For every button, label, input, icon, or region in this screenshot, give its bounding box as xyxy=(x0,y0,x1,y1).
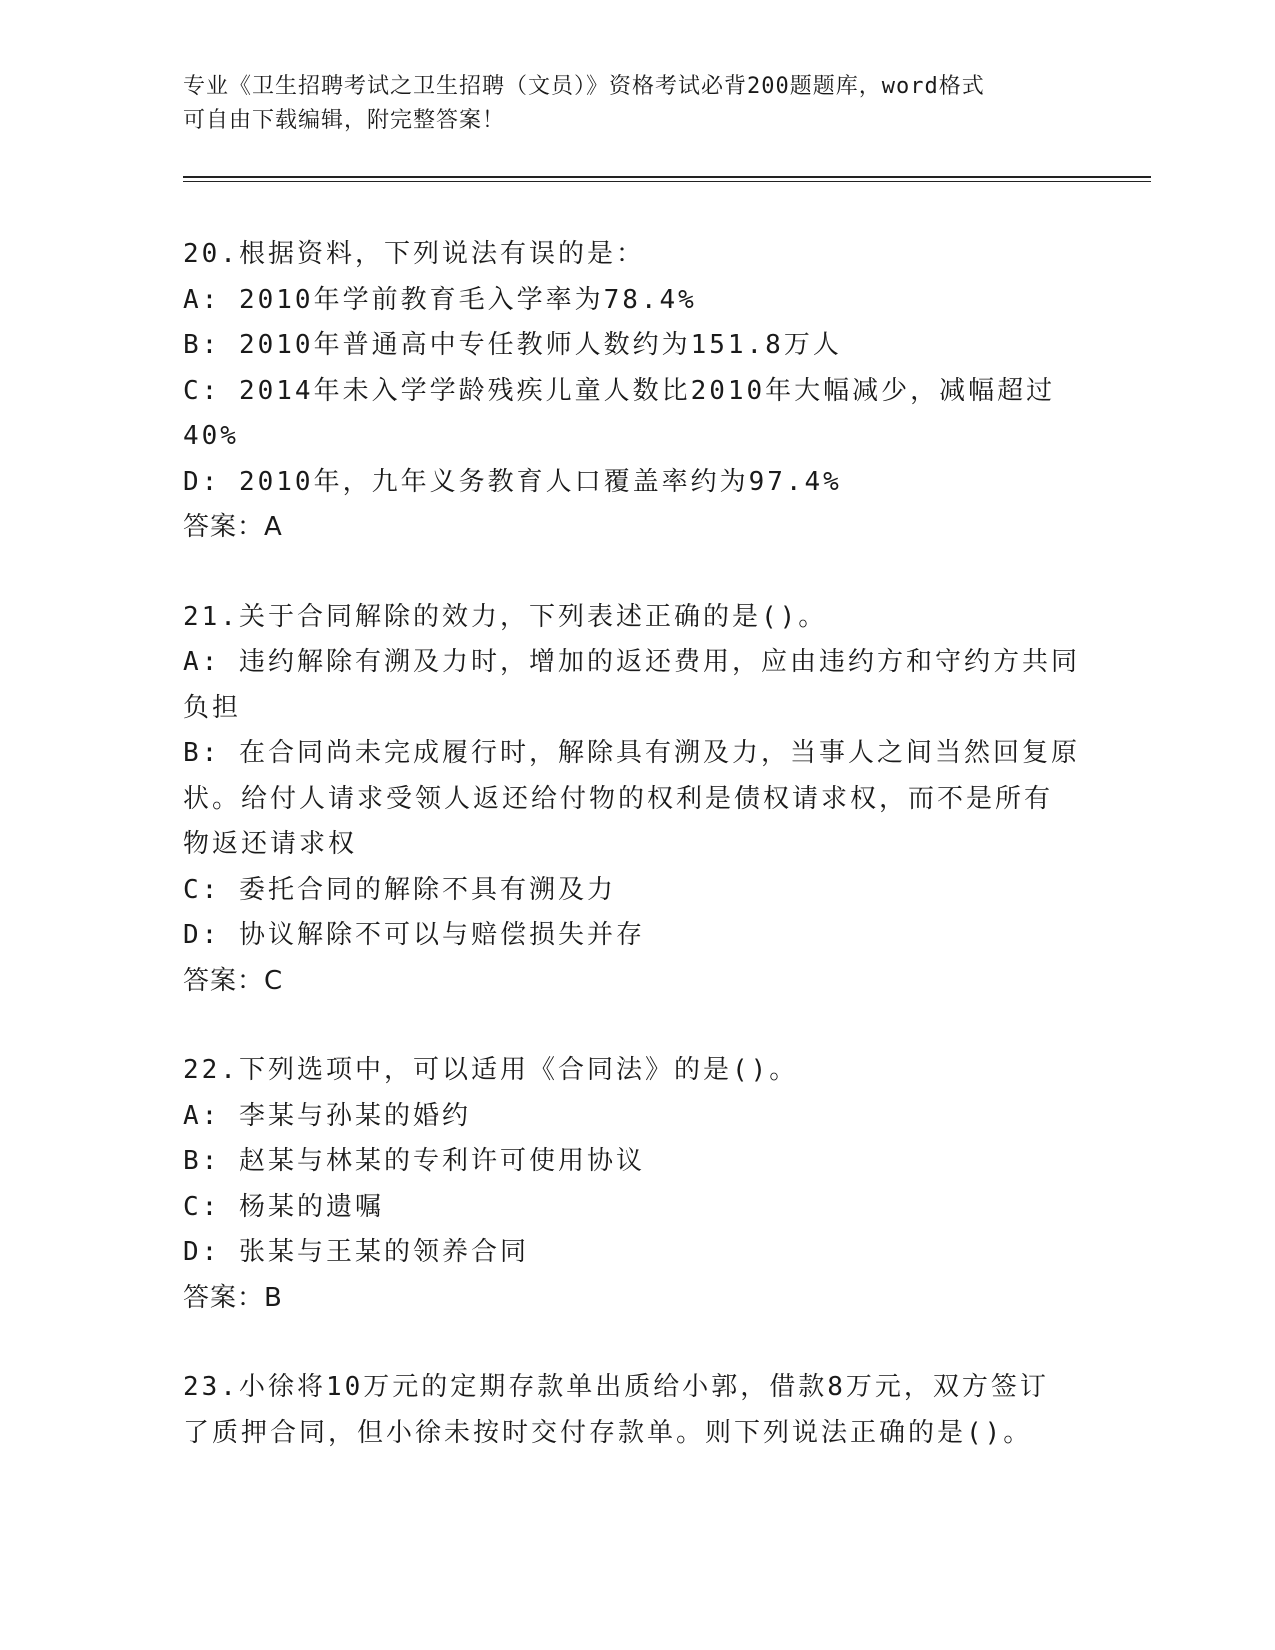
answer-line: 答案：C xyxy=(183,965,284,996)
question-stem: 22.下列选项中，可以适用《合同法》的是()。 xyxy=(183,1055,799,1085)
question-stem: 21.关于合同解除的效力，下列表述正确的是()。 xyxy=(183,601,828,632)
document-header xyxy=(183,70,1063,138)
question-stem: 23.小徐将10万元的定期存款单出质给小郭，借款8万元，双方签订 xyxy=(183,1372,1049,1402)
option-c: C: 2014年未入学学龄残疾儿童人数比2010年大幅减少，减幅超过 xyxy=(183,375,1056,406)
question-20 xyxy=(183,232,1083,551)
header-title-line-1: 专业《卫生招聘考试之卫生招聘（文员）》资格考试必背200题题库，word格式 xyxy=(183,74,985,99)
option-b-continued: 物返还请求权 xyxy=(183,829,358,859)
option-c-continued: 40% xyxy=(183,421,239,451)
option-b: B: 在合同尚未完成履行时，解除具有溯及力，当事人之间当然回复原 xyxy=(183,738,1080,768)
question-list xyxy=(183,232,1083,1500)
question-stem-continued: 了质押合同，但小徐未按时交付存款单。则下列说法正确的是()。 xyxy=(183,1417,1033,1448)
option-b-continued: 状。给付人请求受领人返还给付物的权利是债权请求权，而不是所有 xyxy=(183,783,1054,814)
option-a: A: 违约解除有溯及力时，增加的返还费用，应由违约方和守约方共同 xyxy=(183,647,1080,677)
option-a: A: 李某与孙某的婚约 xyxy=(183,1100,471,1131)
header-title-line-2: 可自由下载编辑，附完整答案！ xyxy=(183,108,506,133)
header-divider xyxy=(183,176,1151,182)
question-21 xyxy=(183,595,1083,1005)
option-a-continued: 负担 xyxy=(183,692,242,723)
option-d: D: 张某与王某的领养合同 xyxy=(183,1237,529,1267)
question-stem: 20.根据资料，下列说法有误的是： xyxy=(183,239,645,269)
option-c: C: 委托合同的解除不具有溯及力 xyxy=(183,874,616,905)
answer-line: 答案：A xyxy=(183,512,283,542)
question-22 xyxy=(183,1048,1083,1321)
option-a: A: 2010年学前教育毛入学率为78.4% xyxy=(183,284,697,315)
option-d: D: 2010年，九年义务教育人口覆盖率约为97.4% xyxy=(183,466,842,497)
answer-line: 答案：B xyxy=(183,1282,283,1313)
option-b: B: 赵某与林某的专利许可使用协议 xyxy=(183,1146,645,1176)
option-c: C: 杨某的遗嘱 xyxy=(183,1191,384,1222)
option-b: B: 2010年普通高中专任教师人数约为151.8万人 xyxy=(183,330,842,360)
option-d: D: 协议解除不可以与赔偿损失并存 xyxy=(183,920,645,950)
question-23 xyxy=(183,1365,1083,1456)
